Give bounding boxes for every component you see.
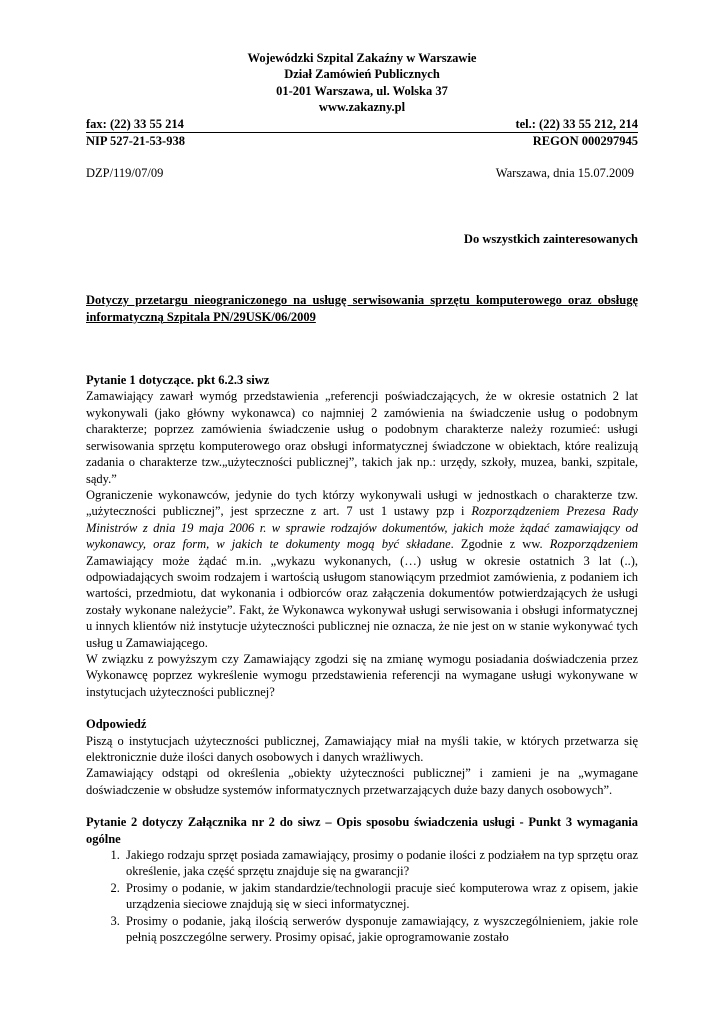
list-item: 3. Prosimy o podanie, jaką ilością serwerów dysponuje zamawiający, z wyszczególnieniem, jakie role pełnią poszczególne serwery. Prosimy opisać, jakie oprogramowanie zostało [123,913,638,946]
registration-row [86,133,638,149]
answer-1 [86,716,638,798]
text-run: . Zgodnie z ww. [450,537,550,552]
document-page [86,50,638,945]
regulation-title: Rozporządzeniem Prezesa Rady Ministrów z dnia 19 maja 2006 r. w sprawie rodzajów dokumentów, jakich może żądać zamawiający od wykonawcy, oraz form, w jakich te dokumenty mogą być składane [86,504,638,552]
question-1-paragraph-1: Zamawiający zawarł wymóg przedstawienia „referencji poświadczających, że w okresie ostatnich 2 lat wykonywali (jako główny wykonawca) co najmniej 2 zamówienia na świadczenie usług o podobnym charakterze; poprzez zamówienia świadczenie usług o podobnym charakterze należy rozumieć: usługi serwisowania sprzętu komputerowego oraz obsługi informatycznej świadczone w obiektach, które realizują zadania o charakterze tzw.„użyteczności publicznej”, takich jak np.: urzędy, szkoły, muzea, banki, szpitale, sądy.” [86,389,638,486]
question-1-heading: Pytanie 1 dotyczące. pkt 6.2.3 siwz [86,373,270,388]
reference-number: DZP/119/07/09 [86,166,164,181]
place-date: Warszawa, dnia 15.07.2009 [495,166,634,181]
list-item: 2. Prosimy o podanie, w jakim standardzie/technologii pracuje sieć komputerowa wraz z opisem, jakie urządzenia sieciowe znajdują się w sieci informatycznej. [123,880,638,913]
subject-line: Dotyczy przetargu nieograniczonego na usługę serwisowania sprzętu komputerowego oraz obsługę informatyczną Szpitala PN/29USK/06/2009 [86,293,638,324]
question-2-list [86,847,638,945]
phone-number: tel.: (22) 33 55 212, 214 [515,116,638,131]
text-run: Zamawiający może żądać m.in. „wykazu wykonanych, (…) usług w okresie ostatnich 3 lat (..), odpowiadających swoim rodzajem i wartością usługom stanowiącym przedmiot zamówienia, z podaniem ich wartości, przedmiotu, dat wykonania i odbiorców oraz załączenia dokumentów potwierdzających że usługi zostały wykonane należycie”. Fakt, że Wykonawca wykonywał usługi serwisowania i obsługi informatycznej u innych klientów niż instytucje użyteczności publicznej nie oznacza, że nie jest on w stanie wykonywać tych usług u Zamawiającego. [86,553,638,650]
fax-number: fax: (22) 33 55 214 [86,116,184,131]
institution-name: Wojewódzki Szpital Zakaźny w Warszawie [247,51,477,65]
institution-website: www.zakazny.pl [318,100,406,115]
question-2 [86,814,638,945]
question-1-paragraph-3: W związku z powyższym czy Zamawiający zgodzi się na zmianę wymogu posiadania doświadczenia przez Wykonawcę poprzez wykreślenie wymogu przedstawienia referencji na wymagane usługi wykonywane w instytucjach użyteczności publicznej? [86,651,638,699]
answer-1-paragraph-1: Piszą o instytucjach użyteczności publicznej, Zamawiający miał na myśli takie, w których przetwarza się elektronicznie duże ilości danych osobowych i danych wrażliwych. [86,733,638,764]
regon-number: REGON 000297945 [532,134,638,149]
letterhead [86,50,638,149]
answer-1-paragraph-2: Zamawiający odstąpi od określenia „obiekty użyteczności publicznej” i zamieni je na „wymagane doświadczenie w obsłudze systemów informatycznych przetwarzających duże bazy danych osobowych”. [86,766,638,797]
text-run: Ograniczenie wykonawców, jedynie do tych którzy wykonywali usługi w jednostkach o charakterze tzw.„użyteczności publicznej”, jest sprzeczne z art. 7 ust 1 ustawy pzp i [86,487,638,519]
institution-address: 01-201 Warszawa, ul. Wolska 37 [276,83,448,98]
answer-1-heading: Odpowiedź [86,717,147,732]
question-2-heading: Pytanie 2 dotyczy Załącznika nr 2 do siwz – Opis sposobu świadczenia usługi - Punkt 3 wymagania ogólne [86,815,638,846]
reference-row [86,165,638,181]
list-item: 1. Jakiego rodzaju sprzęt posiada zamawiający, prosimy o podanie ilości z podziałem na typ sprzętu oraz określenie, jaka część sprzętu znajduje się na gwarancji? [123,847,638,880]
addressee: Do wszystkich zainteresowanych [463,231,638,246]
question-1-paragraph-2 [86,487,638,651]
contact-row [86,116,638,133]
question-1 [86,372,638,700]
nip-number: NIP 527-21-53-938 [86,134,185,149]
department-name: Dział Zamówień Publicznych [284,67,440,82]
regulation-reference: Rozporządzeniem [549,537,638,552]
